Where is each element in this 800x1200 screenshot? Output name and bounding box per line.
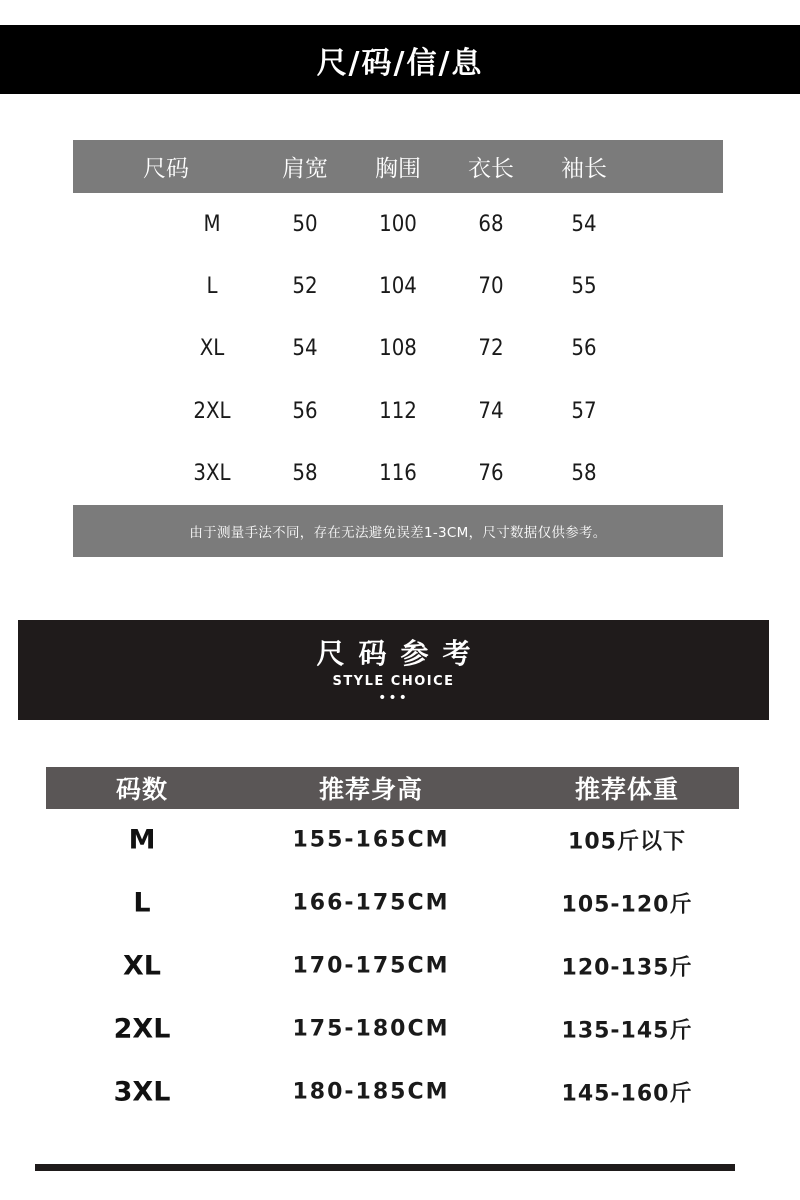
bottom-divider	[35, 1164, 735, 1171]
sleeve-cell: 54	[571, 211, 597, 237]
chest-cell: 116	[379, 460, 417, 486]
chest-cell: 112	[379, 398, 417, 424]
length-cell: 68	[478, 211, 504, 237]
shoulder-cell: 52	[292, 273, 318, 299]
ellipsis-dots: •••	[378, 690, 409, 706]
column-header-length: 衣长	[468, 156, 514, 182]
shoulder-cell: 50	[292, 211, 318, 237]
size-code-cell: XL	[122, 950, 162, 982]
column-header-sleeve: 袖长	[561, 156, 607, 182]
size-code-cell: 2XL	[113, 1013, 171, 1045]
column-header-size: 尺码	[143, 156, 189, 182]
measurement-note: 由于测量手法不同，存在无法避免误差1-3CM，尺寸数据仅供参考。	[189, 525, 607, 541]
size-cell: M	[203, 211, 221, 237]
column-header-height: 推荐身高	[318, 775, 424, 804]
table-row	[73, 193, 723, 255]
sleeve-cell: 58	[571, 460, 597, 486]
size-reference-banner	[18, 620, 769, 720]
measurement-note-bar	[73, 505, 723, 557]
column-header-chest: 胸围	[375, 156, 421, 182]
size-reference-title: 尺码参考	[316, 637, 485, 670]
length-cell: 72	[478, 336, 504, 362]
size-cell: 2XL	[193, 398, 231, 424]
measurement-table-header	[73, 140, 723, 193]
size-code-cell: L	[133, 887, 151, 919]
chest-cell: 104	[379, 273, 417, 299]
weight-cell: 120-135斤	[561, 955, 693, 981]
size-info-banner	[0, 25, 800, 94]
recommendation-table-header	[46, 767, 739, 809]
weight-cell: 135-145斤	[561, 1018, 693, 1044]
size-reference-subtitle: STYLE CHOICE	[332, 674, 455, 689]
size-code-cell: M	[128, 824, 156, 856]
size-code-cell: 3XL	[113, 1076, 171, 1108]
weight-cell: 145-160斤	[561, 1081, 693, 1107]
height-cell: 155-165CM	[292, 827, 450, 853]
column-header-size-code: 码数	[115, 775, 169, 804]
weight-cell: 105-120斤	[561, 892, 693, 918]
table-row	[46, 1060, 739, 1123]
size-cell: L	[206, 273, 218, 299]
height-cell: 175-180CM	[292, 1016, 450, 1042]
table-row	[73, 380, 723, 442]
sleeve-cell: 57	[571, 398, 597, 424]
column-header-weight: 推荐体重	[574, 775, 680, 804]
chest-cell: 100	[379, 211, 417, 237]
sleeve-cell: 56	[571, 336, 597, 362]
height-cell: 180-185CM	[292, 1079, 450, 1105]
table-row	[73, 442, 723, 504]
shoulder-cell: 56	[292, 398, 318, 424]
table-row	[73, 318, 723, 380]
shoulder-cell: 58	[292, 460, 318, 486]
size-cell: 3XL	[193, 460, 231, 486]
table-row	[46, 997, 739, 1060]
length-cell: 76	[478, 460, 504, 486]
table-row	[46, 809, 739, 872]
size-info-title: 尺/码/信/息	[316, 45, 484, 81]
table-row	[46, 935, 739, 998]
shoulder-cell: 54	[292, 336, 318, 362]
column-header-shoulder: 肩宽	[282, 156, 328, 182]
length-cell: 70	[478, 273, 504, 299]
weight-cell: 105斤以下	[568, 829, 686, 855]
table-row	[46, 872, 739, 935]
length-cell: 74	[478, 398, 504, 424]
chest-cell: 108	[379, 336, 417, 362]
size-cell: XL	[199, 336, 225, 362]
sleeve-cell: 55	[571, 273, 597, 299]
height-cell: 166-175CM	[292, 890, 450, 916]
height-cell: 170-175CM	[292, 953, 450, 979]
recommendation-table	[46, 767, 739, 1123]
table-row	[73, 255, 723, 317]
measurement-table	[73, 140, 723, 504]
